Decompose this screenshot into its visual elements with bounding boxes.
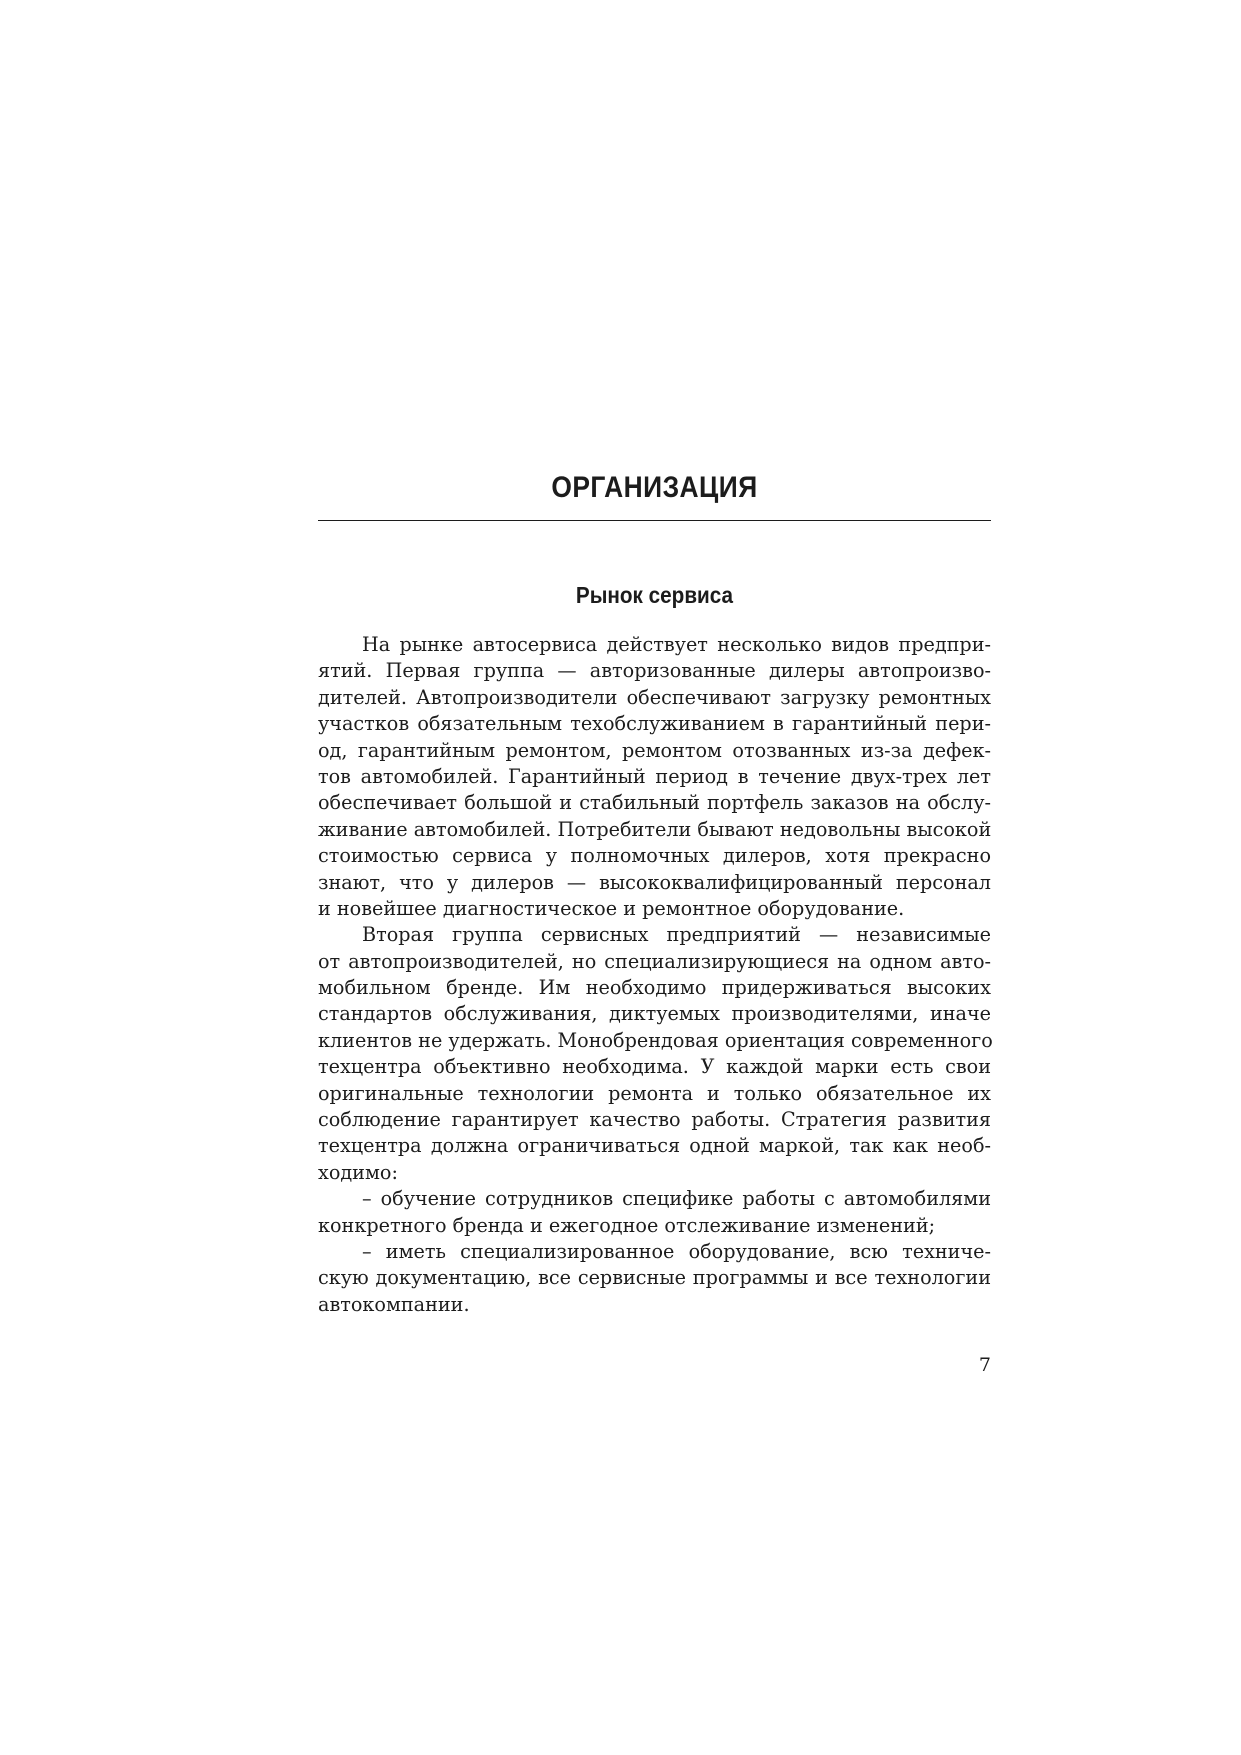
text-line: тов автомобилей. Гарантийный период в течение двух-трех лет: [318, 764, 991, 788]
paragraph: [318, 922, 991, 1186]
text-line: конкретного бренда и ежегодное отслеживание изменений;: [318, 1213, 936, 1237]
text-line: от автопроизводителей, но специализирующиеся на одном авто-: [318, 949, 991, 973]
list-item: [318, 1239, 991, 1318]
text-line: – обучение сотрудников специфике работы с автомобилями: [362, 1187, 991, 1211]
text-line: стоимостью сервиса у полномочных дилеров, хотя прекрасно: [318, 844, 991, 868]
text-line: техцентра объективно необходима. У каждой марки есть свои: [318, 1055, 991, 1079]
page-number: 7: [978, 1354, 991, 1376]
paragraph: [318, 632, 991, 922]
chapter-title: ОРГАНИЗАЦИЯ: [551, 471, 758, 504]
text-line: участков обязательным техобслуживанием в гарантийный пери-: [318, 712, 991, 736]
text-line: дителей. Автопроизводители обеспечивают загрузку ремонтных: [318, 685, 991, 709]
text-line: На рынке автосервиса действует несколько видов предпри-: [362, 633, 991, 656]
text-line: од, гарантийным ремонтом, ремонтом отозванных из-за дефек-: [318, 738, 991, 762]
text-line: живание автомобилей. Потребители бывают недовольны высокой: [318, 817, 992, 841]
text-line: ходимо:: [318, 1160, 398, 1184]
body-text: [318, 632, 991, 1318]
text-line: ятий. Первая группа — авторизованные дилеры автопроизво-: [318, 659, 991, 683]
text-line: скую документацию, все сервисные программы и все технологии: [318, 1266, 991, 1290]
text-line: мобильном бренде. Им необходимо придерживаться высоких: [318, 976, 991, 1000]
text-line: клиентов не удержать. Монобрендовая ориентация современного: [318, 1028, 993, 1052]
text-line: оригинальные технологии ремонта и только обязательное их: [318, 1081, 991, 1105]
section-title: Рынок сервиса: [575, 582, 734, 608]
list-item: [318, 1186, 991, 1239]
text-line: – иметь специализированное оборудование, всю техниче-: [362, 1239, 991, 1263]
text-line: соблюдение гарантирует качество работы. Стратегия развития: [318, 1108, 991, 1132]
text-line: знают, что у дилеров — высококвалифицированный персонал: [318, 870, 991, 894]
text-line: стандартов обслуживания, диктуемых производителями, иначе: [318, 1002, 991, 1026]
text-line: и новейшее диагностическое и ремонтное оборудование.: [318, 896, 905, 920]
text-line: техцентра должна ограничиваться одной маркой, так как необ-: [318, 1134, 991, 1158]
text-line: Вторая группа сервисных предприятий — независимые: [362, 923, 991, 947]
text-line: обеспечивает большой и стабильный портфель заказов на обслу-: [318, 791, 991, 815]
text-line: автокомпании.: [318, 1292, 470, 1316]
title-divider: [318, 520, 991, 521]
